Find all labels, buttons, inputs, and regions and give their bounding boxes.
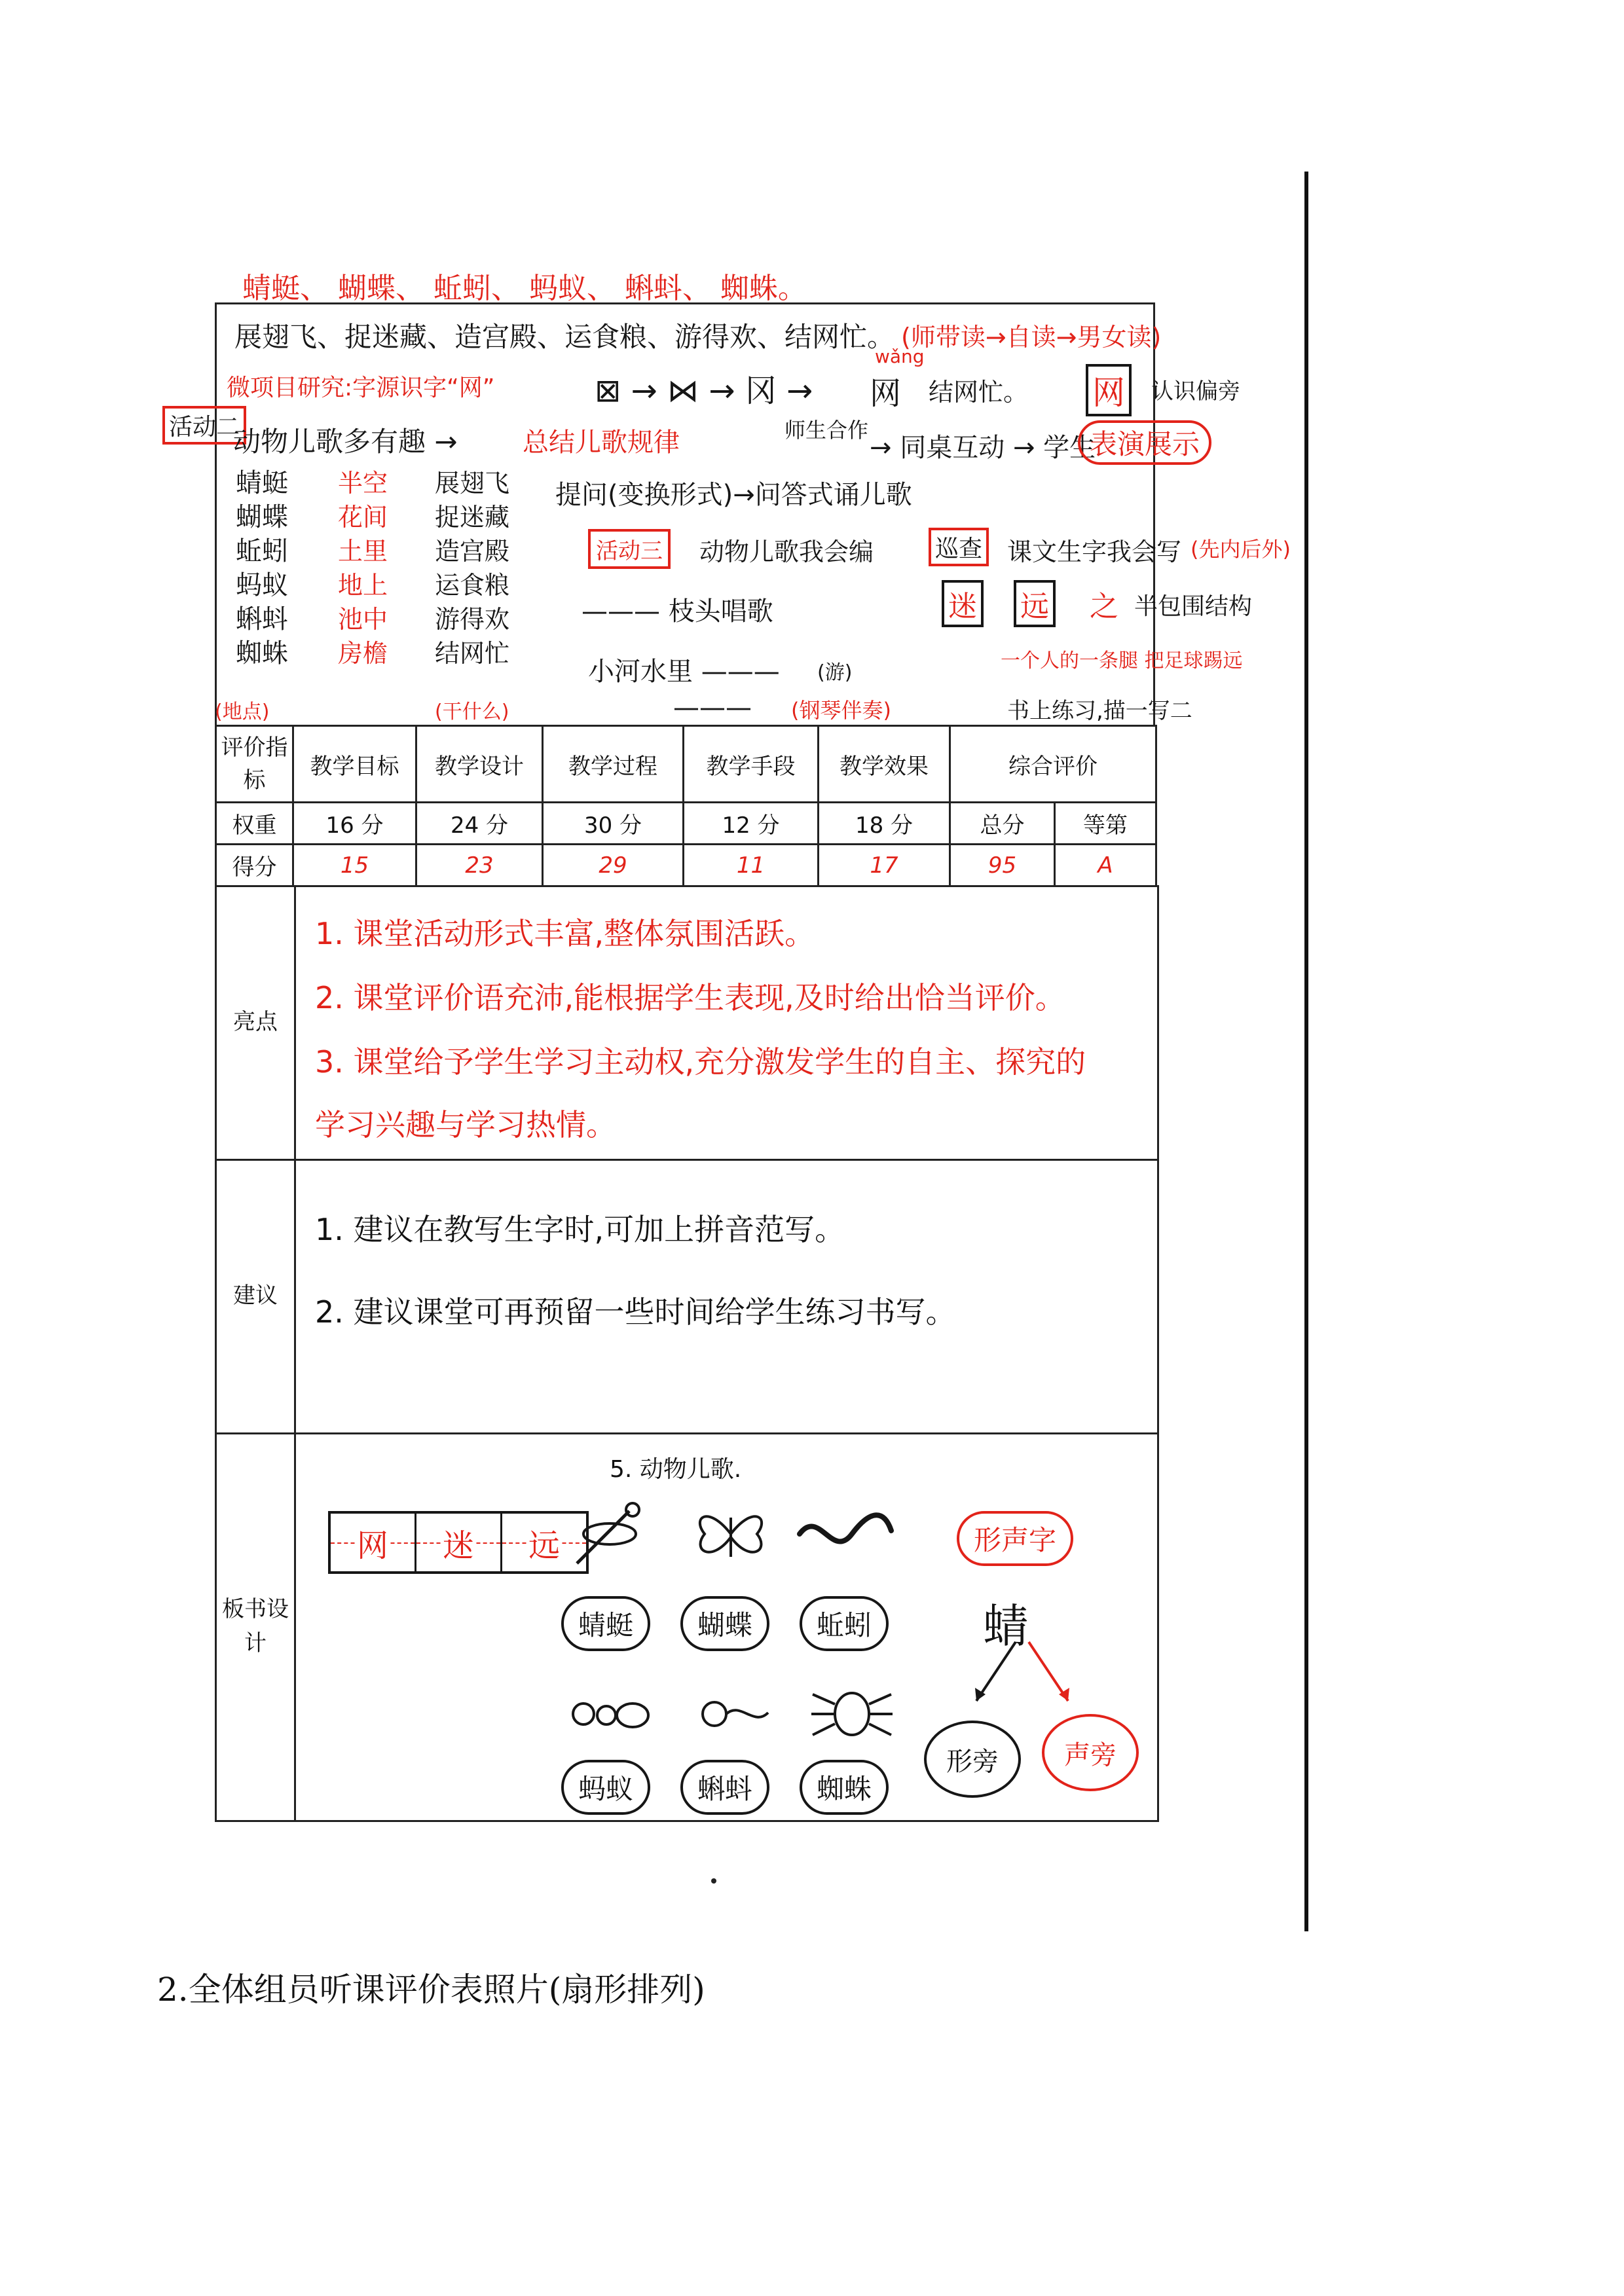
place-footnote: (地点)	[215, 701, 270, 723]
highlights-label: 亮点	[217, 885, 296, 1159]
ant-doodle	[564, 1681, 655, 1747]
earthworm-doodle	[793, 1504, 898, 1563]
score-cell: 23	[416, 845, 543, 886]
weight-cell: 16 分	[293, 803, 416, 845]
teacher-student: 师生合作	[784, 418, 869, 443]
action-footnote: (干什么)	[435, 701, 509, 723]
activity-three-writing: 课文生字我会写	[1007, 538, 1182, 566]
score-cell: 29	[543, 845, 684, 886]
insect-item: 蚂蚁	[236, 570, 288, 600]
insect-item: 蝌蚪	[236, 604, 288, 634]
grid-cell: 网	[331, 1514, 416, 1571]
evaluation-table	[215, 725, 1157, 887]
boxed-net-char: 网	[1086, 364, 1132, 416]
pinyin-wang: wǎng	[875, 346, 925, 367]
practice-note: 书上练习,描一写二	[1007, 698, 1192, 724]
place-column	[338, 466, 388, 670]
weight-cell: 等第	[1055, 803, 1156, 845]
radical-note: 认识偏旁	[1151, 378, 1240, 405]
activity-three-label: 活动三	[588, 529, 671, 569]
insect-word-cloud: 蝌蚪	[680, 1760, 769, 1815]
insect-word-cloud: 蚯蚓	[800, 1596, 889, 1651]
place-item: 半空	[338, 469, 388, 498]
qa-recitation: 提问(变换形式)→问答式诵儿歌	[555, 480, 912, 510]
insect-column	[236, 466, 288, 670]
example-char: 蜻	[983, 1599, 1029, 1653]
sound-radical-circle: 声旁	[1042, 1714, 1139, 1791]
reading-steps: (师带读→自读→男女读)	[901, 323, 1162, 352]
red-insect-list: 蜻蜓、 蝴蝶、 蚯蚓、 蚂蚁、 蝌蚪、 蜘蛛。	[242, 272, 807, 305]
weight-cell: 18 分	[819, 803, 950, 845]
insect-word-cloud: 蜻蜓	[561, 1596, 650, 1651]
indicator-cell: 教学手段	[684, 726, 819, 803]
stray-dot	[711, 1878, 716, 1884]
char-evolution: ⊠ → ⋈ → 冈 →	[595, 373, 813, 409]
photo-caption: 2.全体组员听课评价表照片(扇形排列)	[157, 1971, 705, 2009]
action-item: 造宫殿	[435, 537, 510, 566]
char-grid	[328, 1511, 589, 1574]
evaluation-sheet-photo	[169, 272, 1291, 1820]
weight-row	[216, 803, 1156, 845]
piano-accompaniment: (钢琴伴奏)	[791, 698, 891, 723]
score-cell: 11	[684, 845, 819, 886]
grid-char-mi: 迷	[942, 580, 984, 627]
place-item: 土里	[338, 537, 388, 566]
weight-cell: 总分	[950, 803, 1055, 845]
jiewangmang: 结网忙。	[929, 378, 1029, 407]
suggestions-label: 建议	[217, 1159, 296, 1432]
pond-tail: (游)	[817, 661, 853, 684]
branch-arrows	[957, 1635, 1088, 1714]
grid-char-yuan: 远	[1014, 580, 1056, 627]
weight-cell: 30 分	[543, 803, 684, 845]
activity-two-label: 活动二	[162, 406, 246, 445]
highlight-line: 2. 课堂评价语充沛,能根据学生表现,及时给出恰当评价。	[315, 980, 1065, 1015]
tadpole-doodle	[695, 1688, 773, 1740]
net-char: 网	[870, 375, 902, 412]
place-item: 池中	[338, 605, 388, 634]
weight-cell: 24 分	[416, 803, 543, 845]
indicator-row	[216, 726, 1156, 803]
activity-three-box: 巡查	[929, 528, 989, 566]
activity-three-text: 动物儿歌我会编	[699, 538, 874, 566]
activity-flow: → 同桌互动 → 学生	[870, 433, 1096, 463]
grid-cell: 迷	[416, 1514, 502, 1571]
radical-zhi: 之	[1090, 590, 1118, 623]
half-surround: 半包围结构	[1134, 593, 1253, 620]
score-cell: 15	[293, 845, 416, 886]
place-item: 房檐	[338, 639, 388, 668]
spider-doodle	[806, 1675, 898, 1747]
highlights-section	[215, 885, 1159, 1161]
suggestion-line: 2. 建议课堂可再预留一些时间给学生练习书写。	[315, 1294, 956, 1330]
grid-cell: 远	[502, 1514, 586, 1571]
category-shengzi: 形声字	[957, 1511, 1073, 1566]
indicator-cell: 教学效果	[819, 726, 950, 803]
insect-item: 蝴蝶	[236, 502, 288, 532]
highlight-line: 3. 课堂给予学生学习主动权,充分激发学生的自主、探究的	[315, 1044, 1086, 1080]
action-column	[435, 466, 509, 670]
grade-cell: A	[1055, 845, 1156, 886]
vertical-rule	[1304, 172, 1308, 1931]
insect-item: 蜻蜓	[236, 468, 288, 498]
board-design-label: 板书设计	[217, 1432, 296, 1820]
highlight-line: 学习兴趣与学习热情。	[315, 1107, 616, 1142]
micro-project-note: 微项目研究:字源识字“网”	[227, 374, 495, 401]
insect-item: 蜘蛛	[236, 638, 288, 668]
pond-line: 小河水里 ———	[588, 657, 780, 687]
dragonfly-doodle	[564, 1498, 649, 1570]
mnemonic-note: 一个人的一条腿 把足球踢远	[1001, 649, 1243, 672]
insect-item: 蚯蚓	[236, 536, 288, 566]
action-item: 运食粮	[435, 571, 510, 600]
action-item: 结网忙	[435, 639, 510, 668]
total-score-cell: 95	[950, 845, 1055, 886]
indicator-label: 评价指标	[216, 726, 293, 803]
indicator-cell: 综合评价	[950, 726, 1156, 803]
board-design-section	[215, 1432, 1159, 1822]
suggestion-line: 1. 建议在教写生字时,可加上拼音范写。	[315, 1212, 845, 1247]
weight-cell: 12 分	[684, 803, 819, 845]
activity-two-text: 动物儿歌多有趣 →	[233, 426, 458, 458]
performance-show: 表演展示	[1078, 420, 1211, 465]
action-item: 游得欢	[435, 605, 510, 634]
blank-line: ———	[673, 693, 752, 723]
form-radical-circle: 形旁	[924, 1721, 1021, 1798]
score-label: 得分	[216, 845, 293, 886]
weight-label: 权重	[216, 803, 293, 845]
highlight-line: 1. 课堂活动形式丰富,整体氛围活跃。	[315, 916, 815, 951]
summary-rule: 总结儿歌规律	[523, 428, 680, 458]
stroke-order-note: (先内后外)	[1190, 537, 1291, 562]
butterfly-doodle	[688, 1498, 773, 1570]
action-item: 捉迷藏	[435, 503, 510, 532]
insect-word-cloud: 蜘蛛	[800, 1760, 889, 1815]
board-title: 5. 动物儿歌.	[610, 1456, 742, 1483]
insect-word-cloud: 蚂蚁	[561, 1760, 650, 1815]
place-item: 地上	[338, 571, 388, 600]
suggestions-section	[215, 1159, 1159, 1434]
indicator-cell: 教学目标	[293, 726, 416, 803]
place-item: 花间	[338, 503, 388, 532]
tree-song-line: ——— 枝头唱歌	[581, 596, 773, 627]
phrase-list: 展翅飞、捉迷藏、造宫殿、运食粮、游得欢、结网忙。	[234, 321, 895, 353]
action-item: 展翅飞	[435, 469, 510, 498]
insect-word-cloud: 蝴蝶	[680, 1596, 769, 1651]
indicator-cell: 教学过程	[543, 726, 684, 803]
score-row	[216, 845, 1156, 886]
indicator-cell: 教学设计	[416, 726, 543, 803]
score-cell: 17	[819, 845, 950, 886]
